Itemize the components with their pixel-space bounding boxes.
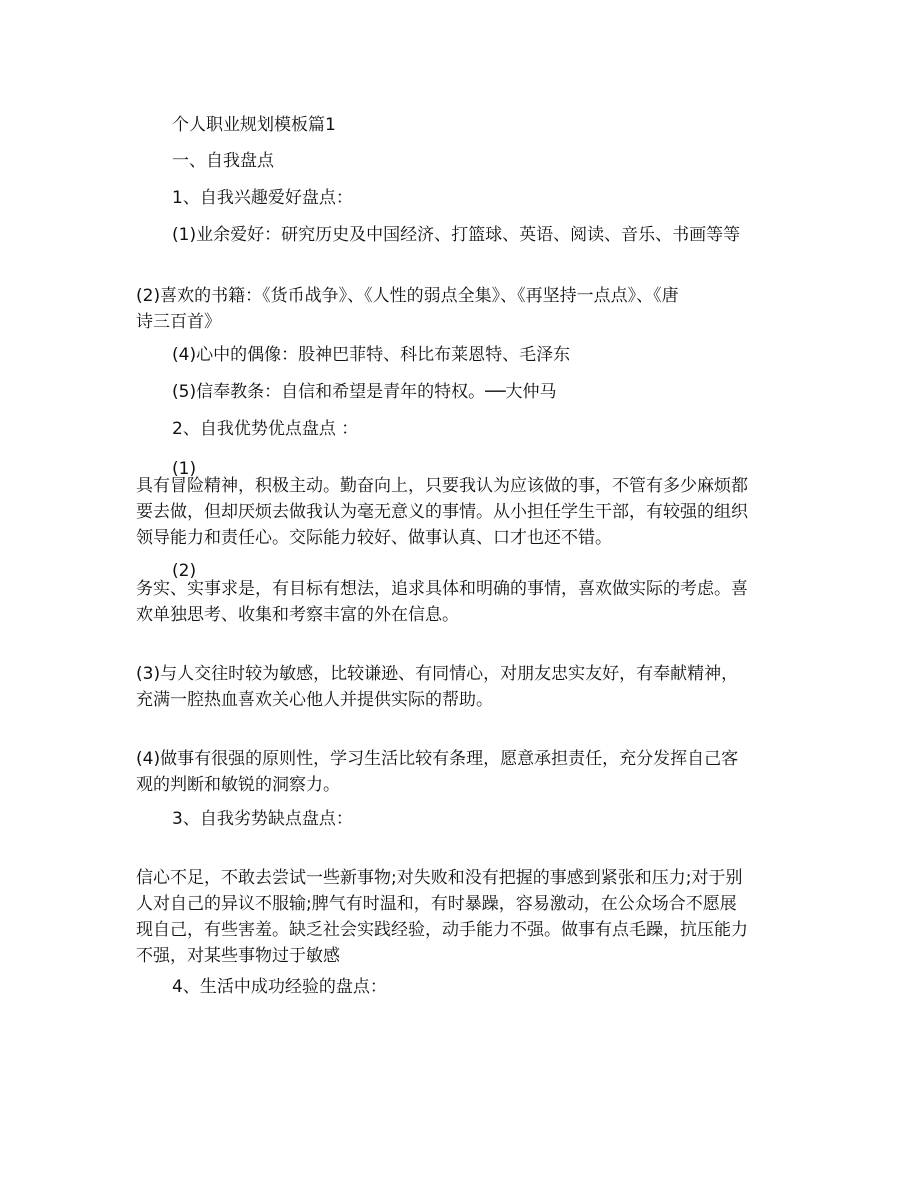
- paragraph-strength-1: [136, 473, 791, 551]
- paragraph-favorite-books: [136, 283, 791, 335]
- document-title: 个人职业规划模板篇1: [172, 115, 336, 135]
- paragraph-line: 领导能力和责任心。交际能力较好、做事认真、口才也还不错。: [136, 528, 612, 548]
- paragraph-line: (4)做事有很强的原则性，学习生活比较有条理，愿意承担责任，充分发挥自己客: [136, 749, 739, 769]
- paragraph-motto: (5)信奉教条：自信和希望是青年的特权。──大仲马: [172, 382, 557, 402]
- heading-interests: 1、自我兴趣爱好盘点：: [172, 188, 353, 208]
- paragraph-strength-2: [136, 576, 791, 628]
- heading-weaknesses: 3、自我劣势缺点盘点：: [172, 809, 353, 829]
- paragraph-line: 诗三百首》: [136, 312, 221, 332]
- paragraph-line: (2)喜欢的书籍：《货币战争》、《人性的弱点全集》、《再坚持一点点》、《唐: [136, 286, 679, 306]
- paragraph-line: 具有冒险精神，积极主动。勤奋向上，只要我认为应该做的事，不管有多少麻烦都: [136, 476, 748, 496]
- paragraph-line: 欢单独思考、收集和考察丰富的外在信息。: [136, 605, 459, 625]
- paragraph-line: 观的判断和敏锐的洞察力。: [136, 775, 340, 795]
- paragraph-line: 信心不足，不敢去尝试一些新事物;对失败和没有把握的事感到紧张和压力;对于别: [136, 868, 743, 888]
- paragraph-line: (3)与人交往时较为敏感，比较谦逊、有同情心，对朋友忠实友好，有奉献精神，: [136, 664, 739, 684]
- paragraph-line: 现自己，有些害羞。缺乏社会实践经验，动手能力不强。做事有点毛躁，抗压能力: [136, 920, 748, 940]
- paragraph-strength-4: [136, 746, 791, 798]
- paragraph-line: 充满一腔热血喜欢关心他人并提供实际的帮助。: [136, 690, 493, 710]
- paragraph-line: 人对自己的异议不服输;脾气有时温和，有时暴躁，容易激动，在公众场合不愿展: [136, 894, 737, 914]
- paragraph-strength-3: [136, 661, 791, 713]
- paragraph-weaknesses: [136, 865, 791, 969]
- strength-2-label: (2): [172, 561, 197, 581]
- paragraph-hobbies: (1)业余爱好：研究历史及中国经济、打篮球、英语、阅读、音乐、书画等等: [172, 225, 741, 245]
- section-heading-self-inventory: 一、自我盘点: [172, 151, 274, 171]
- paragraph-idols: (4)心中的偶像：股神巴菲特、科比布莱恩特、毛泽东: [172, 345, 571, 365]
- heading-strengths: 2、自我优势优点盘点 ：: [172, 419, 359, 439]
- heading-success-experience: 4、生活中成功经验的盘点：: [172, 977, 387, 997]
- paragraph-line: 要去做，但却厌烦去做我认为毫无意义的事情。从小担任学生干部，有较强的组织: [136, 502, 748, 522]
- paragraph-line: 不强，对某些事物过于敏感: [136, 946, 340, 966]
- strength-1-label: (1): [172, 459, 197, 479]
- paragraph-line: 务实、实事求是，有目标有想法，追求具体和明确的事情，喜欢做实际的考虑。喜: [136, 579, 748, 599]
